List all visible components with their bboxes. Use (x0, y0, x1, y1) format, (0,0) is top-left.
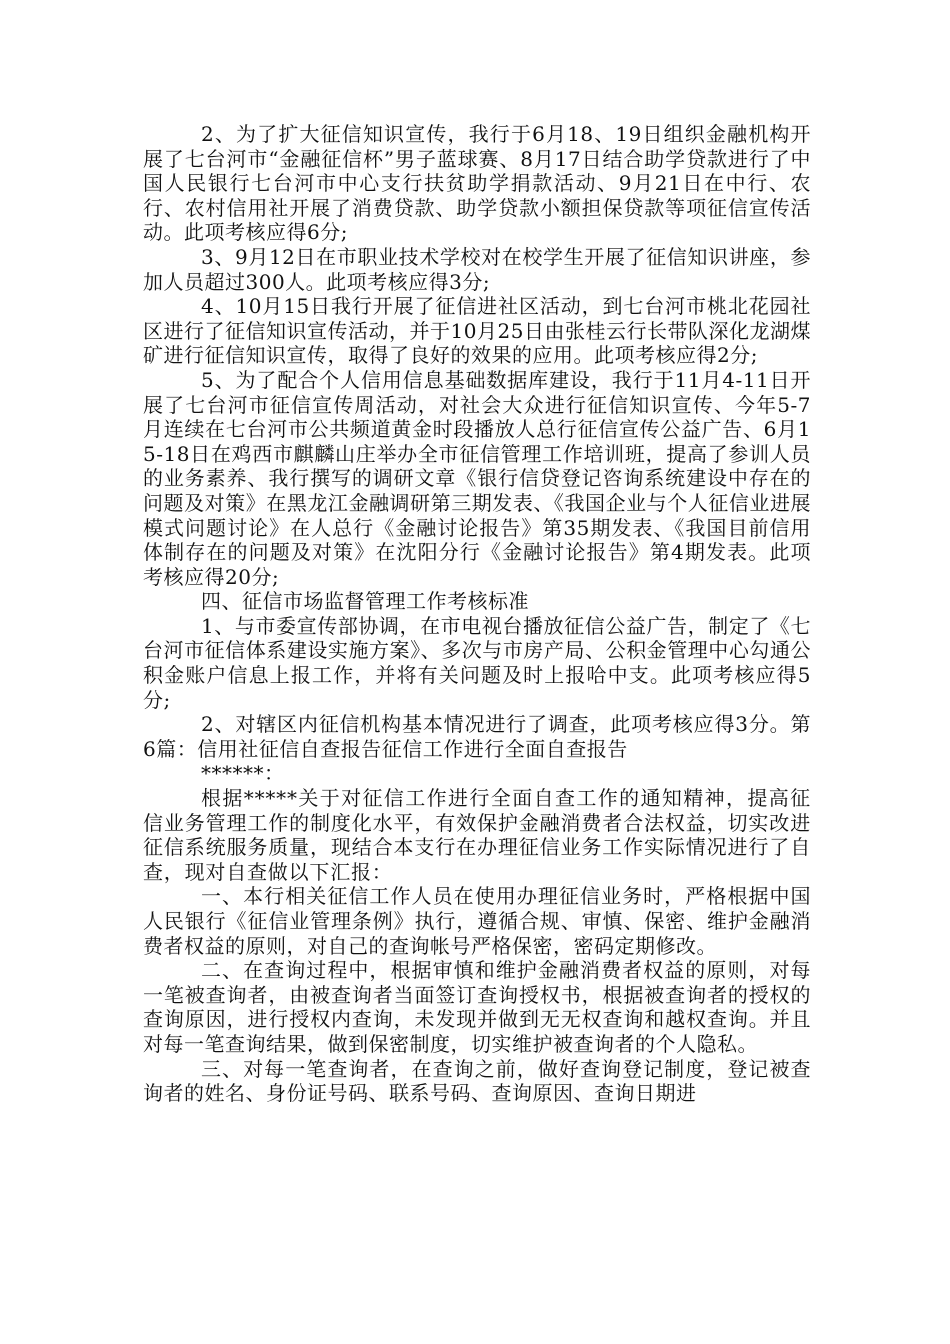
paragraph: 2、为了扩大征信知识宣传，我行于6月18、19日组织金融机构开展了七台河市“金融征信杯”男子蓝球赛、8月17日结合助学贷款进行了中国人民银行七台河市中心支行扶贫助学捐款活动、9月21日在中行、农行、农村信用社开展了消费贷款、助学贷款小额担保贷款等项征信宣传活动。此项考核应得6分; (143, 122, 811, 245)
paragraph: 二、在查询过程中，根据审慎和维护金融消费者权益的原则，对每一笔被查询者，由被查询者当面签订查询授权书，根据被查询者的授权的查询原因，进行授权内查询，未发现并做到无无权查询和越权查询。并且对每一笔查询结果，做到保密制度，切实维护被查询者的个人隐私。 (143, 958, 811, 1056)
paragraph: 三、对每一笔查询者，在查询之前，做好查询登记制度，登记被查询者的姓名、身份证号码、联系号码、查询原因、查询日期进 (143, 1056, 811, 1106)
document-body (143, 122, 811, 1106)
salutation: ******： (201, 761, 285, 786)
paragraph: 根据*****关于对征信工作进行全面自查工作的通知精神，提高征信业务管理工作的制度化水平，有效保护金融消费者合法权益，切实改进征信系统服务质量，现结合本支行在办理征信业务工作实际情况进行了自查，现对自查做以下汇报： (143, 786, 811, 884)
paragraph: 2、对辖区内征信机构基本情况进行了调查，此项考核应得3分。第6篇：信用社征信自查报告征信工作进行全面自查报告 (143, 712, 811, 761)
paragraph: 4、10月15日我行开展了征信进社区活动，到七台河市桃北花园社区进行了征信知识宣传活动，并于10月25日由张桂云行长带队深化龙湖煤矿进行征信知识宣传，取得了良好的效果的应用。此项考核应得2分; (143, 294, 811, 368)
paragraph: 1、与市委宣传部协调，在市电视台播放征信公益广告，制定了《七台河市征信体系建设实施方案》、多次与市房产局、公积金管理中心勾通公积金账户信息上报工作，并将有关问题及时上报哈中支。此项考核应得5分; (143, 613, 811, 712)
paragraph: 3、9月12日在市职业技术学校对在校学生开展了征信知识讲座，参加人员超过300人。此项考核应得3分; (143, 244, 811, 294)
paragraph: 5、为了配合个人信用信息基础数据库建设，我行于11月4-11日开展了七台河市征信宣传周活动，对社会大众进行征信知识宣传、今年5-7月连续在七台河市公共频道黄金时段播放人总行征信宣传公益广告、6月15-18日在鸡西市麒麟山庄举办全市征信管理工作培训班，提高了参训人员的业务素养、我行撰写的调研文章《银行信贷登记咨询系统建设中存在的问题及对策》在黑龙江金融调研第三期发表、《我国企业与个人征信业进展模式问题讨论》在人总行《金融讨论报告》第35期发表、《我国目前信用体制存在的问题及对策》在沈阳分行《金融讨论报告》第4期发表。此项考核应得20分; (143, 367, 811, 589)
paragraph: 一、本行相关征信工作人员在使用办理征信业务时，严格根据中国人民银行《征信业管理条例》执行，遵循合规、审慎、保密、维护金融消费者权益的原则，对自己的查询帐号严格保密，密码定期修改。 (143, 884, 811, 958)
section-heading: 四、征信市场监督管理工作考核标准 (201, 589, 529, 614)
